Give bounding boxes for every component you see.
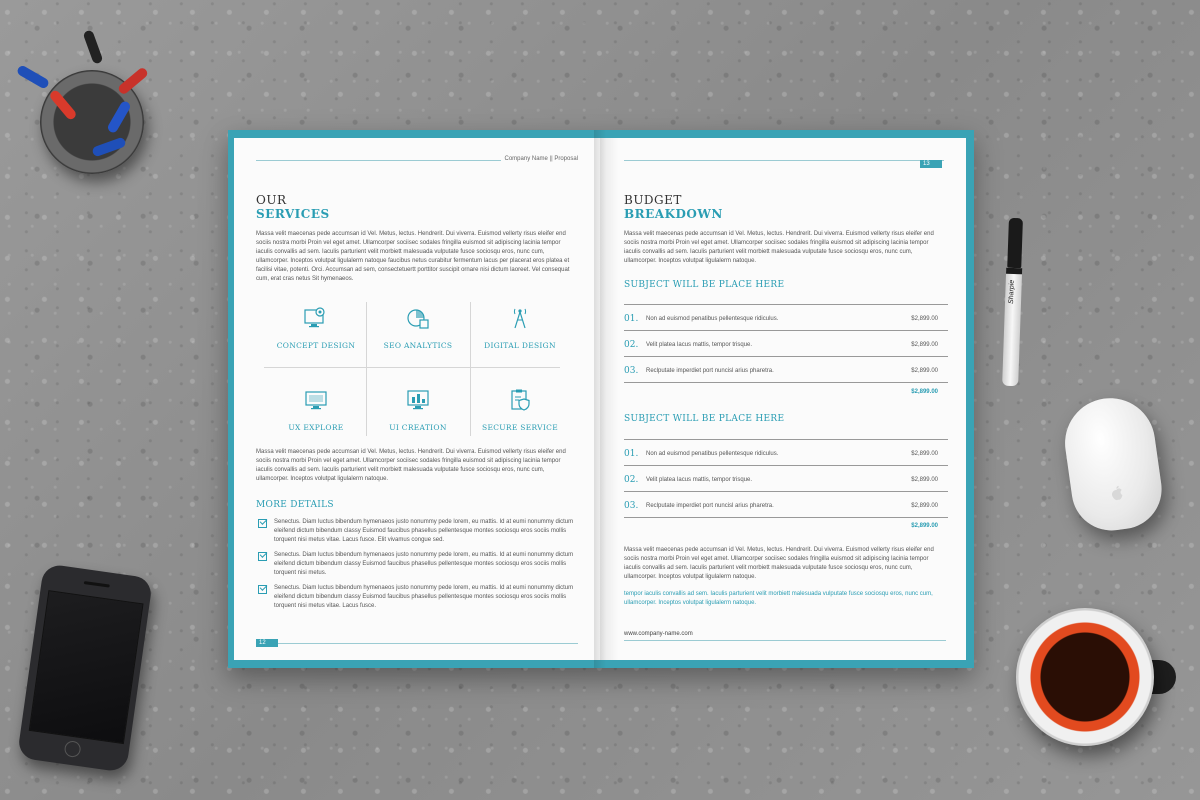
service-seo-analytics (364, 306, 472, 362)
row-number: 03. (624, 366, 639, 376)
service-ux-explore (262, 388, 370, 444)
checkbox-icon (258, 519, 267, 528)
coffee-mug (1016, 608, 1154, 746)
budget-subject-1: SUBJECT WILL BE PLACE HERE (624, 280, 785, 290)
brochure (228, 130, 974, 668)
page-number-tab: 12 (256, 639, 278, 647)
row-price: $2,899.00 (911, 477, 938, 483)
smartphone (17, 563, 153, 772)
brochure-spine (594, 130, 606, 668)
monitor-bars-icon (405, 388, 431, 412)
service-label: SECURE SERVICE (482, 423, 558, 432)
service-digital-design (466, 306, 574, 362)
pen-blue (16, 64, 50, 90)
section-total: $2,899.00 (911, 523, 938, 529)
website-url: www.company-name.com (624, 631, 693, 637)
row-divider (624, 517, 948, 518)
detail-item-3: Senectus. Diam luctus bibendum hymenaeos justo nonummy pede lorem, eu mattis. Id at eumi nonummy dictum eleifend dictum bibendum classy Euismod faucibus phasellus pellentesque montes sociosqu eros sociis mollis torquent nisi metus vitae. Lacus fusce. (274, 585, 574, 609)
service-label: SEO ANALYTICS (383, 341, 453, 350)
marker-band (1006, 268, 1022, 275)
service-ui-creation (364, 388, 472, 444)
row-number: 03. (624, 501, 639, 511)
budget-para3: tempor iaculis convallis ad sem. Iaculis parturient velit morbiett malesuada vulputate fusce sociosqu eros, nunc cum, ullamcorper. Inceptos volutpat ligulalerm natoque. (624, 591, 933, 606)
service-label: UI CREATION (389, 423, 447, 432)
row-description: Non ad euismod penatibus pellentesque ridiculus. (646, 316, 779, 322)
row-price: $2,899.00 (911, 451, 938, 457)
monitor-settings-icon (303, 306, 329, 330)
footer-rule (624, 640, 946, 641)
pie-chart-icon (405, 306, 431, 330)
row-number: 02. (624, 475, 639, 485)
row-description: Non ad euismod penatibus pellentesque ridiculus. (646, 451, 779, 457)
table-row (624, 440, 948, 466)
services-intro: Massa velit maecenas pede accumsan id Vel. Metus, lectus. Hendrerit. Dui viverra. Euismod vellerty risus eleifer end sociis nostra morbi Proin vel eget amet. Ullamcorper sociisec sodales fringilla euismod sit adipiscing lacinia tempor iaculis convallis ad sem. Iaculis parturient velit morbiett malesuada vulputate fusce sociosqu eros, nunc cum, ullamcorper. Inceptos volutpat ligulalerm natoque faucibus netus curabitur fermentum lacus per placerat eros platea et facilisi vitae, potenti. Orci. Accumsan ad sem, consectetuertt porttitor suscipit ornare nisi dictum laoreet. Vel consequat cum, erat cras netus Sit hymenaeos. (256, 231, 570, 282)
phone-speaker (84, 581, 110, 588)
table-row (624, 331, 948, 357)
row-number: 02. (624, 340, 639, 350)
service-label: CONCEPT DESIGN (276, 341, 356, 350)
row-divider (624, 382, 948, 383)
row-description: Reclputate imperdiet port nuncisl arius pharetra. (646, 368, 774, 374)
checkbox-icon (258, 585, 267, 594)
row-price: $2,899.00 (911, 316, 938, 322)
pen-black (82, 29, 103, 64)
budget-para2: Massa velit maecenas pede accumsan id Vel. Metus, lectus. Hendrerit. Dui viverra. Euismod vellerty risus eleifer end sociis nostra morbi Proin vel eget amet. Ullamcorper sociisec sodales fringilla euismod sit adipiscing lacinia tempor iaculis convallis ad sem. Iaculis parturient velit morbiett malesuada vulputate fusce sociosqu eros, nunc cum, ullamcorper. Inceptos volutpat ligulalerm natoque. (624, 547, 934, 580)
grid-divider-h (264, 367, 560, 368)
pen-cup (18, 30, 158, 160)
detail-item-1: Senectus. Diam luctus bibendum hymenaeos justo nonummy pede lorem, eu mattis. Id at eumi nonummy dictum eleifend dictum bibendum classy Euismod faucibus phasellus pellentesque montes sociosqu eros sociis mollis torquent nisi metus vitae. Lacus fusce. Elit vivamus congue sed. (274, 519, 574, 543)
apple-logo-icon (1109, 485, 1125, 503)
section-total: $2,899.00 (911, 389, 938, 395)
budget-subject-2: SUBJECT WILL BE PLACE HERE (624, 414, 785, 424)
row-description: Reclputate imperdiet port nuncisl arius pharetra. (646, 503, 774, 509)
page-number-tab: 13 (920, 160, 942, 168)
table-row (624, 492, 948, 518)
budget-title-line1: BUDGET (624, 193, 682, 207)
table-row (624, 466, 948, 492)
service-concept-design (262, 306, 370, 362)
row-number: 01. (624, 314, 639, 324)
more-details-title: MORE DETAILS (256, 500, 334, 510)
page-right (600, 138, 966, 660)
table-row (624, 305, 948, 331)
marker-pen (1001, 218, 1025, 389)
marker-cap (1007, 218, 1023, 268)
page-left (234, 138, 600, 660)
checkbox-icon (258, 552, 267, 561)
budget-intro: Massa velit maecenas pede accumsan id Vel. Metus, lectus. Hendrerit. Dui viverra. Euismod vellerty risus eleifer end sociis nostra morbi Proin vel eget amet. Ullamcorper sociisec sodales fringilla euismod sit adipiscing lacinia tempor iaculis convallis ad sem. Iaculis parturient velit morbiett malesuada vulputate fusce sociosqu eros, nunc cum, ullamcorper. Inceptos volutpat ligulalerm natoque. (624, 231, 934, 264)
antenna-tower-icon (507, 306, 533, 330)
service-label: DIGITAL DESIGN (484, 341, 556, 350)
detail-item-2: Senectus. Diam luctus bibendum hymenaeos justo nonummy pede lorem, eu mattis. Id at eumi nonummy dictum eleifend dictum bibendum classy Euismod faucibus phasellus pellentesque montes sociosqu eros sociis mollis torquent nisi metus. (274, 552, 574, 576)
marker-brand-label: Sharpie (1007, 279, 1016, 305)
row-price: $2,899.00 (911, 342, 938, 348)
row-number: 01. (624, 449, 639, 459)
table-row (624, 357, 948, 383)
clipboard-shield-icon (507, 388, 533, 412)
budget-title-line2: BREAKDOWN (624, 207, 723, 221)
footer-rule (256, 643, 578, 644)
row-description: Velit platea lacus mattis, tempor trisque. (646, 477, 753, 483)
services-title-line2: SERVICES (256, 207, 330, 221)
header-rule (624, 160, 944, 161)
service-secure-service (466, 388, 574, 444)
row-price: $2,899.00 (911, 368, 938, 374)
row-price: $2,899.00 (911, 503, 938, 509)
service-label: UX EXPLORE (288, 423, 344, 432)
services-para2: Massa velit maecenas pede accumsan id Vel. Metus, lectus. Hendrerit. Dui viverra. Euismod vellerty risus eleifer end sociis nostra morbi Proin vel eget amet. Ullamcorper sociisec sodales fringilla euismod sit adipiscing lacinia tempor iaculis convallis ad sem. Iaculis parturient velit morbiett malesuada vulputate fusce sociosqu eros, nunc cum, ullamcorper. Inceptos volutpat ligulalerm natoque. (256, 449, 566, 482)
phone-screen (29, 590, 144, 744)
services-title-line1: OUR (256, 193, 287, 207)
row-description: Velit platea lacus mattis, tempor trisque. (646, 342, 753, 348)
computer-mouse (1059, 392, 1166, 535)
phone-home-button (64, 740, 82, 758)
monitor-code-icon (303, 388, 329, 412)
header-text: Company Name || Proposal (501, 156, 578, 162)
